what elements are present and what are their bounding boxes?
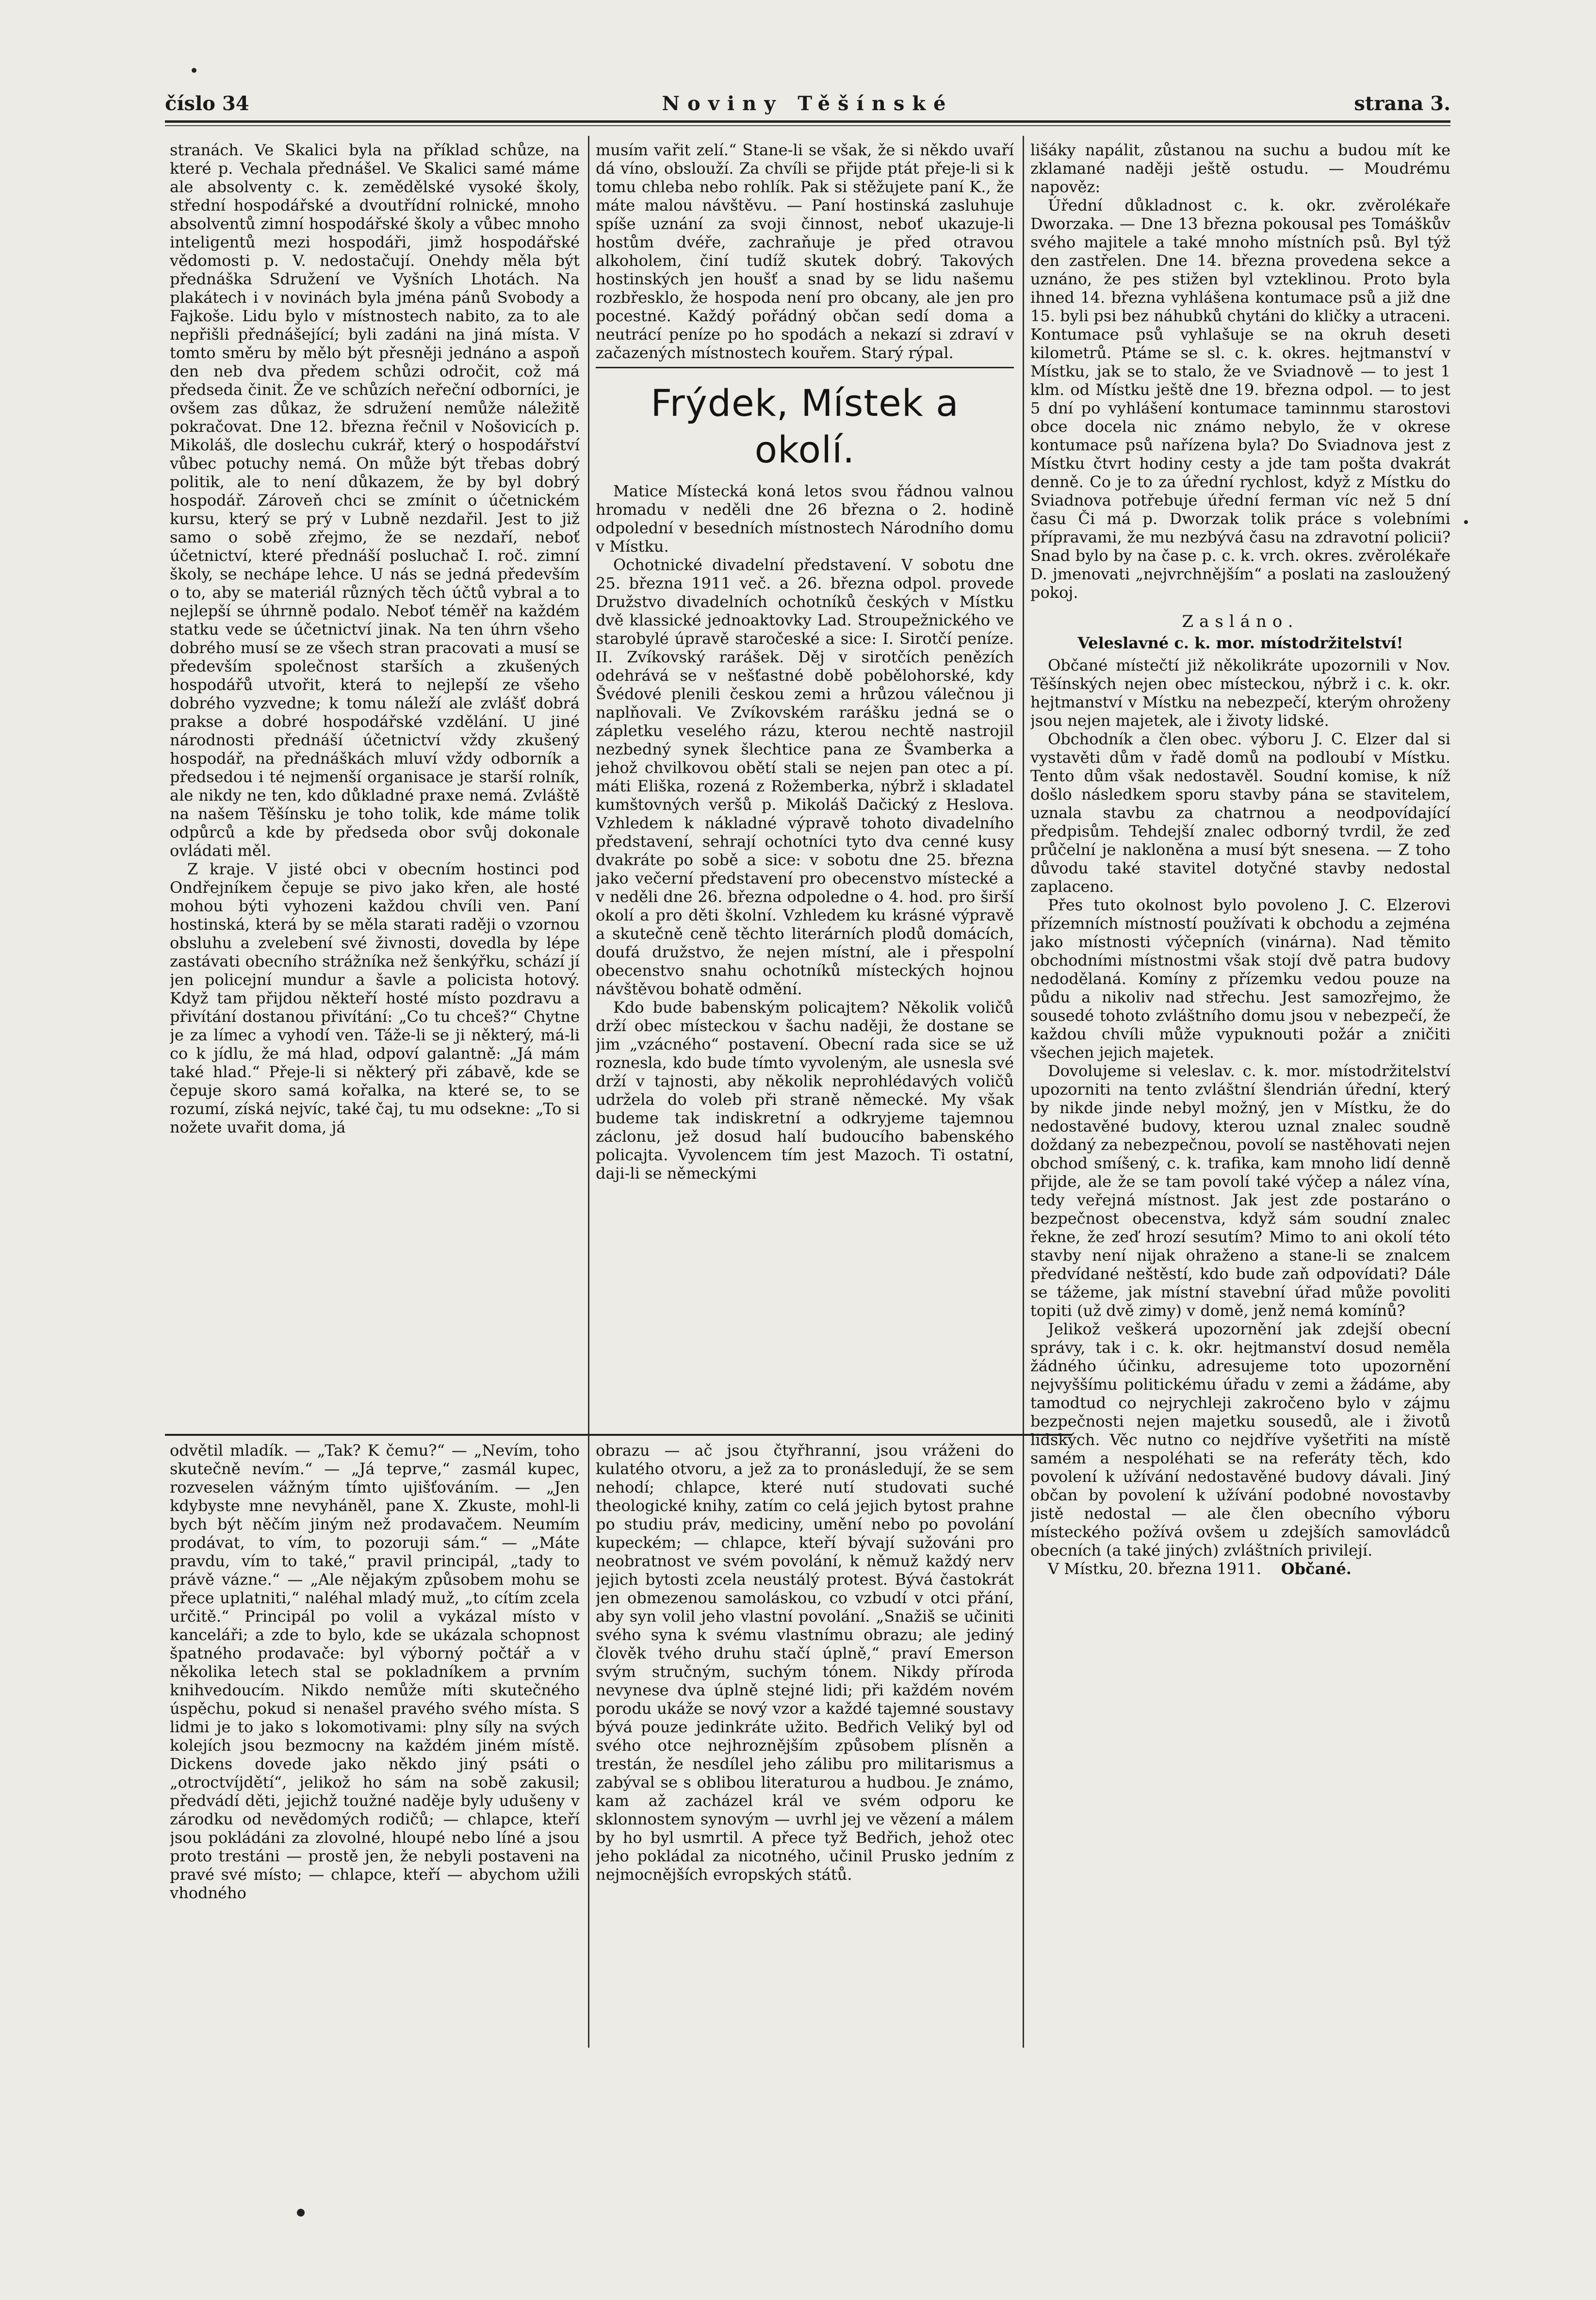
zaslano-heading: Zasláno. <box>1182 612 1299 631</box>
paragraph: musím vařit zelí.“ Stane-li se však, že si někdo uvaří dá víno, obslouží. Za chvíli se přijde ptát přeje-li si k tomu chleba nebo rohlík. Pak si stěžujete paní K., že máte malou návštěvu. — Paní hostinská zasluhuje spíše uznání za svoji činnost, neboť ukazuje-li hostům dvéře, zachraňuje je před otravou alkoholem, činí tudíž skutek dobrý. Takových hostinských jen houšť a snad by se lidu našemu rozbřesklo, že hospoda není pro obcany, ale jen pro pocestné. Každý pořádný občan sedí doma a neutrácí peníze po ho spodách a nekazí si zdraví v začazených místnostech kouřem. Starý rýpal. <box>596 141 1014 362</box>
paragraph: Matice Místecká koná letos svou řádnou valnou hromadu v neděli dne 26 března o 2. hodině odpolední v besedních místnostech Národního domu v Místku. <box>596 482 1014 556</box>
paragraph: Dovolujeme si veleslav. c. k. mor. místodržitelství upozorniti na tento zvláštní šlendrián úřední, který by nikde jinde nebyl možný, jen v Místku, že do nedostavěné budovy, kterou uznal znalec soudně doždaný za nebezpečnou, povolí se nastěhovati nejen obchod smíšený, c. k. trafika, kam mnoho lidí denně přijde, ale že se tam povolí také výčep a nález vína, tedy veřejná místnost. Jak jest zde postaráno o bezpečnost obecenstva, když sám soudní znalec řekne, že zeď hrozí sesutím? Mimo to ani okolí této stavby není nijak ohraženo a stane-li se znalcem předvídané neštěstí, kdo bude zaň odpovídati? Dále se tážeme, jak místní stavební úřad může povoliti topiti (už dvě zimy) v domě, jenž nemá komínů? <box>1030 1062 1450 1320</box>
paragraph: Jelikož veškerá upozornění jak zdejší obecní správy, tak i c. k. okr. hejtmanství dosud neměla žádného účinku, adresujeme toto upozornění nejvyššímu politickému úřadu v zemi a žádáme, aby tamodtud co nejrychleji zakročeno bylo v zájmu bezpečnosti nejen majetku sousedů, ale i životů lidských. Věc nutno co nejdříve vyšetřiti na místě samém a nespoléhati se na referáty těch, kdo povolení k užívání nedostavěné budovy dávali. Jiný občan by povolení k užívání podobné novostavby jistě nedostal — ale člen obecního výboru místeckého požívá ovšem u zdejších samovládců obecních (a také jiných) zvláštních privilejí. <box>1030 1320 1450 1560</box>
paragraph: Ochotnické divadelní představení. V sobotu dne 25. března 1911 več. a 26. března odpol. provede Družstvo divadelních ochotníků českých v Místku dvě klassické jednoaktovky Lad. Stroupežnického ve starobylé úpravě staročeské a sice: I. Sirotčí peníze. II. Zvíkovský rarášek. Děj v sirotčích penězích odehrává se v nešťastné době pobělohorské, kdy Švédové plenili českou zemi a hrůzou válečnou ji naplňovali. Ve Zvíkovském rarášku jedná se o zápletku veselého rázu, kterou nechtě nastrojil nezbedný synek šlechtice pana ze Švamberka a jehož chvilkovou obětí stali se nejen pan otec a pí. máti Eliška, rozená z Rožemberka, nýbrž i skladatel kumštovných veršů p. Mikoláš Dačický z Heslova. Vzhledem k nákladné výpravě tohoto divadelního představení, sehrají ochotníci tyto dva cenné kusy dvakráte po sobě a sice: v sobotu dne 25. března jako večerní představení pro obecenstvo místecké a v neděli dne 26. března odpoledne o 4. hod. pro širší okolí a pro děti školní. Vzhledem ku krásné výpravě a skutečně ceně těchto literárních plodů domácích, doufá družstvo, že nejen místní, ale i přespolní obecenstvo snahu ochotníků místeckých hojnou návštěvou bohatě odmění. <box>596 556 1014 998</box>
column-1-bottom <box>170 1441 580 2048</box>
paragraph: Přes tuto okolnost bylo povoleno J. C. Elzerovi přízemních místností používati k obchodu a zejména jako místnosti výčepních (vinárna). Nad těmito obchodními místnostmi však stojí dvě patra budovy nedodělaná. Komíny z přízemku vedou pouze na půdu a nikoliv nad střechu. Jest samozřejmo, že sousedé tohoto zvláštního domu jsou v nebezpečí, že každou chvíli může vypuknouti požár a zničiti všechen jejich majetek. <box>1030 896 1450 1062</box>
paragraph: obrazu — ač jsou čtyřhranní, jsou vráženi do kulatého otvoru, a jež za to pronásledují, že se sem nehodí; chlapce, které nutí studovati suché theologické knihy, zatím co celá jejich bytost prahne po studiu práv, mediciny, umění nebo po povolání kupeckém; — chlapce, kteří bývají sužováni pro neobratnost ve svém povolání, k němuž každý nerv jejich bytosti zcela neustálý protest. Bývá častokrát jen obmezenou samoláskou, co vzbudí v otci přání, aby syn volil jeho vlastní povolání. „Snažiš se učiniti svého syna k svému vlastnímu obrazu; ale jediný člověk tvého druhu stačí úplně,“ praví Emerson svým stručným, suchým tónem. Nikdy příroda nevynese dva úplně stejné lidi; při každém novém porodu ukáže se nový vzor a každé tajemné soustavy bývá pouze jedinkráte užito. Bedřich Veliký byl od svého otce nejhroznějším způsobem plísněn a trestán, že nesdílel jeho zálibu pro militarismus a zabýval se s oblibou literaturou a hudbou. Je známo, kam až zacházel král ve svém odporu ke sklonnostem synovým — uvrhl jej ve vězení a málem by ho byl usmrtil. A přece tyž Bedřich, jehož otec jeho pokládal za nicotného, učinil Prusko jedním z nejmocnějších evropských států. <box>596 1441 1014 1884</box>
column-1-top <box>170 141 580 1427</box>
paragraph: Obchodník a člen obec. výboru J. C. Elzer dal si vystavěti dům v řadě domů na podloubí v Místku. Tento dům však nedostavěl. Soudní komise, k níž došlo následkem sporu stavby pána se stavitelem, uznala stavbu za chatrnou a neodpovídající předpisům. Tehdejší znalec odborný tvrdil, že zeď průčelní je nakloněna a musí být snesena. — Z toho důvodu také stavitel dotyčné stavby nedostal zaplaceno. <box>1030 730 1450 896</box>
issue-number: číslo 34 <box>165 92 249 115</box>
zaslano-subheading: Veleslavné c. k. mor. místodržitelství! <box>1077 634 1403 652</box>
paragraph: stranách. Ve Skalici byla na příklad schůze, na které p. Vechala přednášel. Ve Skalici samé máme ale absolventy c. k. zemědělské vysoké školy, střední hospodářské a dvoutřídní rolnické, mnoho absolventů zimní hospodářské školy a vůbec mnoho inteligentů mezi hospodáři, jimž hospodářské vědomosti p. V. nedostačují. Onehdy měla být přednáška Sdružení ve Vyšních Lhotách. Na plakátech i v novinách byla jména pánů Svobody a Fajkoše. Lidu bylo v místnostech nabito, za to ale nepřišli přednášející; byli zadáni na jiná místa. V tomto směru by mělo být přesněji jednáno a aspoň den neb dva předem schůzi odročit, což má předseda činit. Že ve schůzích neřeční odborníci, je ovšem zas důkaz, že sdružení nemůže náležitě pokračovat. Dne 12. března řečnil v Nošovicích p. Mikoláš, dle doslechu cukrář, který o hospodářství vůbec potuchy nemá. On může být třebas dobrý politik, ale to není důkazem, že by byl dobrý hospodář. Zároveň chci se zmínit o účetnickém kursu, který se prý v Lubně nezdařil. Jest to již samo o sobě zřejmo, že se nezdaří, neboť účetnictví, které přednáší posluchač I. roč. zimní školy, se nechápe lehce. U nás se jedná především o to, aby se materiál různých těch účtů vybral a to nejlepší se úhrnně podalo. Neboť téměř na každém statku vede se účetnictví jinak. Na ten úhrn všeho dobrého musí se ze všech stran pracovati a musí se především společnost starších a zkušených hospodářů utvořit, která to nejlepší ze všeho dobrého vyzvedne; k tomu náleží ale zvlášť dobrá prakse a dobré hospodářské vzdělání. U jiné národnosti přednáší účetnictví vždy zkušený hospodář, na přednáškách mluví vždy odborník a předsedou i té nejmenší organisace je starší rolník, ale nikdy ne ten, kdo důkladné praxe nemá. Zvláště na našem Těšínsku je toho tolik, kde máme tolik odpůrců a kde by předseda obor svůj dokonale ovládati měl. <box>170 141 580 860</box>
place-date-line <box>1030 1560 1450 1578</box>
paper-speck <box>297 2209 305 2217</box>
paragraph: Úřední důkladnost c. k. okr. zvěrolékaře Dworzaka. — Dne 13 března pokousal pes Tomáškův svého majitele a také mnoho místních psů. Byl týž den zastřelen. Dne 14. března provedena sekce a uznáno, že pes stižen byl vzteklinou. Proto byla ihned 14. března vyhlášena kontumace psů a již dne 15. byli psi bez náhubků chytáni do kličky a utraceni. Kontumace psů vyhlašuje se na okruh deseti kilometrů. Ptáme se sl. c. k. okres. hejtmanství v Místku, jak se to stalo, že ve Sviadnově — to jest 1 klm. od Místku ještě dne 19. března odpol. — to jest 5 dní po vyhlášení kontumace taminnmu starostovi obce docela nic známo nebylo, že v okrese kontumace psů nařízena byla? Do Sviadnova jest z Místku čtvrt hodiny cesty a jde tam pošta dvakrát denně. Co je to za úřední rychlost, když z Místku do Sviadnova potřebuje úřední ferman víc než 5 dní času Či má p. Dworzak tolik práce s volebními přípravami, že mu nezbývá času na zdravotní policii? Snad bylo by na čase p. c. k. vrch. okres. zvěrolékaře D. jmenovati „nejvrchnějším“ a poslati na zasloužený pokoj. <box>1030 196 1450 602</box>
column-2-bottom <box>596 1441 1014 2048</box>
column-2-top <box>596 141 1014 1427</box>
header-rule <box>165 120 1450 123</box>
place-date: V Místku, 20. března 1911. <box>1048 1560 1262 1578</box>
paragraph: Z kraje. V jisté obci v obecním hostinci pod Ondřejníkem čepuje se pivo jako křen, ale hosté mohou býti vyhozeni každou chvíli ven. Paní hostinská, která by se měla starati raději o vzornou obsluhu a zvelebení své živnosti, dovedla by lépe zastávati obecního strážníka než šenkýřku, schází jí jen policejní mundur a šavle a policista hotový. Když tam přijdou někteří hosté místo pozdravu a přivítání dostanou přivítání: „Co tu chceš?“ Chytne je za límec a vyhodí ven. Táže-li se ji některý, má-li co k jídlu, že má hlad, odpoví galantně: „Já mám také hlad.“ Přeje-li si některý při zábavě, kde se čepuje skoro samá kořalka, na které se, to se rozumí, získá nejvíc, také čaj, tu mu odsekne: „To si nožete uvařit doma, já <box>170 860 580 1136</box>
column-divider-1 <box>588 136 589 2048</box>
signature: Občané. <box>1281 1560 1352 1578</box>
paragraph: Občané místečtí již několikráte upozornili v Nov. Těšínských nejen obec místeckou, nýbrž i c. k. okr. hejtmanství v Místku na nebezpečí, kterým ohroženy jsou nejen majetek, ale i životy lidské. <box>1030 656 1450 730</box>
section-title: Frýdek, Místek a okolí. <box>651 381 959 471</box>
section-divider <box>596 367 1014 368</box>
paper-speck <box>1464 520 1468 524</box>
page-number: strana 3. <box>1354 92 1450 115</box>
paragraph: odvětil mladík. — „Tak? K čemu?“ — „Nevím, toho skutečně nevím.“ — „Já teprve,“ zasmál kupec, rozveselen vážným tímto ujišťováním. — „Jen kdybyste mne nevyháněl, pane X. Zkuste, mohl-li bych být něčím jiným než prodavačem. Neumím prodávat, to vím, to pozoruji sám.“ — „Máte pravdu, vím to také,“ pravil principál, „tady to právě vázne.“ — „Ale nějakým způsobem mohu se přece uplatniti,“ naléhal mladý muž, „to cítím zcela určitě.“ Principál po volil a vykázal místo v kanceláři; a zde to bylo, kde se ukázala schopnost špatného prodavače: byl výborný počtář a v několika letech stal se pokladníkem a prvním knihvedoucím. Nikdo nemůže míti skutečného úspěchu, pokud si nenašel pravého svého místa. S lidmi je to jako s lokomotivami: plny síly na svých kolejích jsou bezmocny na každém jiném místě. Dickens dovede jako někdo jiný psáti o „otroctvíjdětí“, jelikož ho sám na sobě zakusil; předvádí děti, jejichž toužné naděje byly udušeny v zárodku od nevědomých rodičů; — chlapce, kteří jsou pokládáni za zlovolné, hloupé nebo líné a jsou proto trestáni — prostě jen, že nebyli postaveni na pravé své místo; — chlapce, kteří — abychom užili vhodného <box>170 1441 580 1902</box>
story-divider-rule <box>165 1434 1072 1436</box>
newspaper-title: Noviny Těšínské <box>662 92 954 115</box>
column-3 <box>1030 141 1450 2062</box>
paper-speck <box>192 68 196 73</box>
column-divider-2 <box>1023 136 1024 2048</box>
paragraph: Kdo bude babenským policajtem? Několik voličů drží obec místeckou v šachu naději, že dostane se jim „vzácného“ postavení. Obecní rada sice se už roznesla, kdo bude tímto vyvoleným, ale usnesla své drží v tajnosti, aby několik neprohlédavých voličů udržela do voleb při straně německé. My však budeme tak indiskretní a odkryjeme tajemnou záclonu, jež dosud halí budoucího babenského policajta. Vyvolencem tím jest Mazoch. Ti ostatní, daji-li se německými <box>596 998 1014 1183</box>
paragraph: lišáky napálit, zůstanou na suchu a budou mít ke zklamané naději ještě ostudu. — Moudrému napověz: <box>1030 141 1450 196</box>
header-rule-thin <box>165 125 1450 126</box>
